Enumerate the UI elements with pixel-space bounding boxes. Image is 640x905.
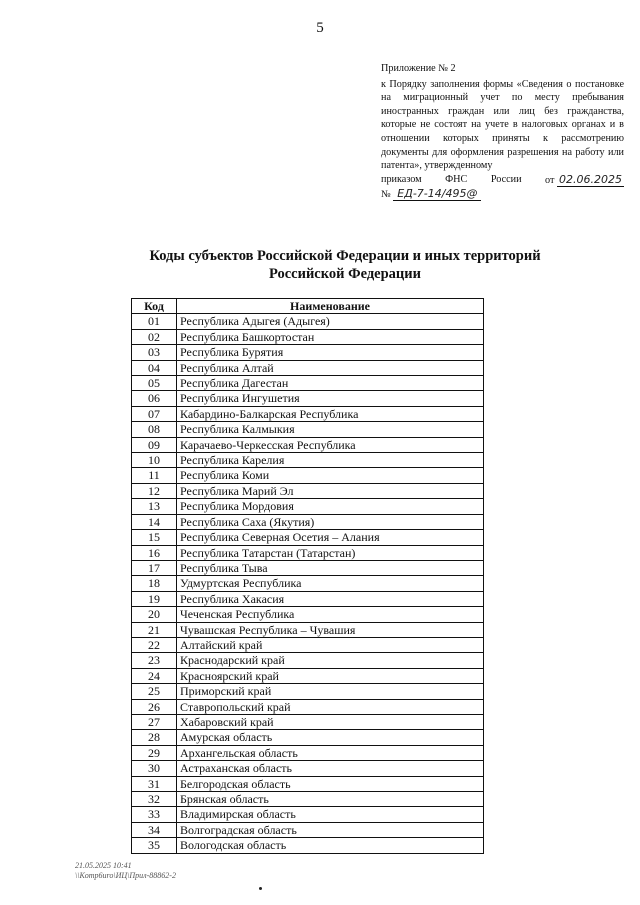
region-name: Волгоградская область: [177, 822, 484, 837]
region-code: 31: [132, 776, 177, 791]
region-name: Республика Башкортостан: [177, 329, 484, 344]
region-name: Республика Хакасия: [177, 591, 484, 606]
region-code: 18: [132, 576, 177, 591]
region-code: 16: [132, 545, 177, 560]
region-code: 33: [132, 807, 177, 822]
regions-table: [131, 298, 484, 854]
heading-line-2: Российской Федерации: [268, 266, 421, 282]
region-code: 25: [132, 684, 177, 699]
region-name: Республика Тыва: [177, 560, 484, 575]
table-row: [132, 776, 484, 791]
region-name: Красноярский край: [177, 668, 484, 683]
region-name: Архангельская область: [177, 745, 484, 760]
region-name: Чувашская Республика – Чувашия: [177, 622, 484, 637]
order-number-line: [381, 187, 624, 202]
region-name: Чеченская Республика: [177, 607, 484, 622]
region-code: 12: [132, 483, 177, 498]
handwritten-number: ЕД-7-14/495@: [393, 187, 481, 201]
fns-label: ФНС: [445, 173, 468, 185]
region-name: Республика Ингушетия: [177, 391, 484, 406]
russia-label: России: [490, 173, 522, 185]
region-name: Республика Мордовия: [177, 499, 484, 514]
region-code: 20: [132, 607, 177, 622]
region-code: 23: [132, 653, 177, 668]
table-row: [132, 360, 484, 375]
page-number: 5: [316, 20, 324, 36]
table-row: [132, 822, 484, 837]
region-name: Республика Адыгея (Адыгея): [177, 314, 484, 329]
region-name: Удмуртская Республика: [177, 576, 484, 591]
table-row: [132, 730, 484, 745]
order-date: [545, 173, 624, 188]
region-name: Краснодарский край: [177, 653, 484, 668]
table-row: [132, 714, 484, 729]
region-code: 19: [132, 591, 177, 606]
region-name: Республика Татарстан (Татарстан): [177, 545, 484, 560]
region-name: Ставропольский край: [177, 699, 484, 714]
region-code: 11: [132, 468, 177, 483]
table-row: [132, 792, 484, 807]
table-row: [132, 345, 484, 360]
table-row: [132, 514, 484, 529]
region-name: Республика Бурятия: [177, 345, 484, 360]
table-row: [132, 468, 484, 483]
table-row: [132, 838, 484, 853]
table-row: [132, 314, 484, 329]
region-code: 03: [132, 345, 177, 360]
region-name: Амурская область: [177, 730, 484, 745]
region-name: Республика Саха (Якутия): [177, 514, 484, 529]
table-row: [132, 607, 484, 622]
region-name: Астраханская область: [177, 761, 484, 776]
region-name: Республика Марий Эл: [177, 483, 484, 498]
table-row: [132, 807, 484, 822]
footer-stamp: [75, 861, 176, 881]
region-code: 09: [132, 437, 177, 452]
region-code: 26: [132, 699, 177, 714]
region-code: 27: [132, 714, 177, 729]
region-code: 29: [132, 745, 177, 760]
region-code: 21: [132, 622, 177, 637]
region-name: Карачаево-Черкесская Республика: [177, 437, 484, 452]
appendix-block: [381, 62, 624, 202]
table-header-row: [132, 299, 484, 314]
table-row: [132, 745, 484, 760]
region-name: Белгородская область: [177, 776, 484, 791]
region-name: Республика Карелия: [177, 453, 484, 468]
region-code: 01: [132, 314, 177, 329]
table-row: [132, 591, 484, 606]
region-name: Республика Коми: [177, 468, 484, 483]
table-row: [132, 653, 484, 668]
region-name: Кабардино-Балкарская Республика: [177, 406, 484, 421]
region-name: Приморский край: [177, 684, 484, 699]
header-code: Код: [132, 299, 177, 314]
table-row: [132, 637, 484, 652]
order-line: [381, 173, 624, 188]
region-code: 15: [132, 530, 177, 545]
region-code: 02: [132, 329, 177, 344]
table-row: [132, 391, 484, 406]
footer-line-2: \\Komp6uro\ИЦ\Прил-88862-2: [75, 871, 176, 880]
region-name: Брянская область: [177, 792, 484, 807]
appendix-text: к Порядку заполнения формы «Сведения о постановке на миграционный учет по месту пребывания иностранных граждан или лиц без гражданства, которые не состоят на учете в налоговых органах и в отношении которых приняты к рассмотрению документы для оформления разрешения на работу или патента», утвержденному: [381, 78, 624, 172]
region-name: Республика Калмыкия: [177, 422, 484, 437]
region-code: 10: [132, 453, 177, 468]
document-heading: [100, 247, 590, 283]
heading-line-1: Коды субъектов Российской Федерации и иных территорий: [149, 248, 541, 264]
region-name: Хабаровский край: [177, 714, 484, 729]
scan-dot: [259, 887, 262, 890]
region-code: 07: [132, 406, 177, 421]
region-code: 32: [132, 792, 177, 807]
region-code: 04: [132, 360, 177, 375]
table-row: [132, 622, 484, 637]
region-code: 14: [132, 514, 177, 529]
table-row: [132, 437, 484, 452]
table-row: [132, 560, 484, 575]
region-code: 30: [132, 761, 177, 776]
table-row: [132, 483, 484, 498]
region-code: 05: [132, 376, 177, 391]
table-row: [132, 329, 484, 344]
table-row: [132, 376, 484, 391]
from-label: от: [545, 174, 555, 186]
appendix-title: Приложение № 2: [381, 63, 456, 74]
region-code: 17: [132, 560, 177, 575]
footer-line-1: 21.05.2025 10:41: [75, 861, 132, 870]
region-code: 34: [132, 822, 177, 837]
order-word: приказом: [381, 173, 422, 185]
region-code: 24: [132, 668, 177, 683]
header-name: Наименование: [177, 299, 484, 314]
region-name: Республика Дагестан: [177, 376, 484, 391]
region-name: Алтайский край: [177, 637, 484, 652]
table-row: [132, 406, 484, 421]
region-code: 08: [132, 422, 177, 437]
handwritten-date: 02.06.2025: [558, 172, 622, 186]
table-row: [132, 422, 484, 437]
region-code: 28: [132, 730, 177, 745]
table-row: [132, 499, 484, 514]
table-row: [132, 530, 484, 545]
number-prefix: №: [381, 189, 391, 201]
region-code: 06: [132, 391, 177, 406]
region-code: 35: [132, 838, 177, 853]
table-row: [132, 761, 484, 776]
region-code: 22: [132, 637, 177, 652]
table-row: [132, 576, 484, 591]
region-name: Владимирская область: [177, 807, 484, 822]
region-name: Вологодская область: [177, 838, 484, 853]
region-name: Республика Алтай: [177, 360, 484, 375]
region-code: 13: [132, 499, 177, 514]
table-row: [132, 453, 484, 468]
table-row: [132, 699, 484, 714]
region-name: Республика Северная Осетия – Алания: [177, 530, 484, 545]
table-row: [132, 684, 484, 699]
table-row: [132, 545, 484, 560]
table-row: [132, 668, 484, 683]
